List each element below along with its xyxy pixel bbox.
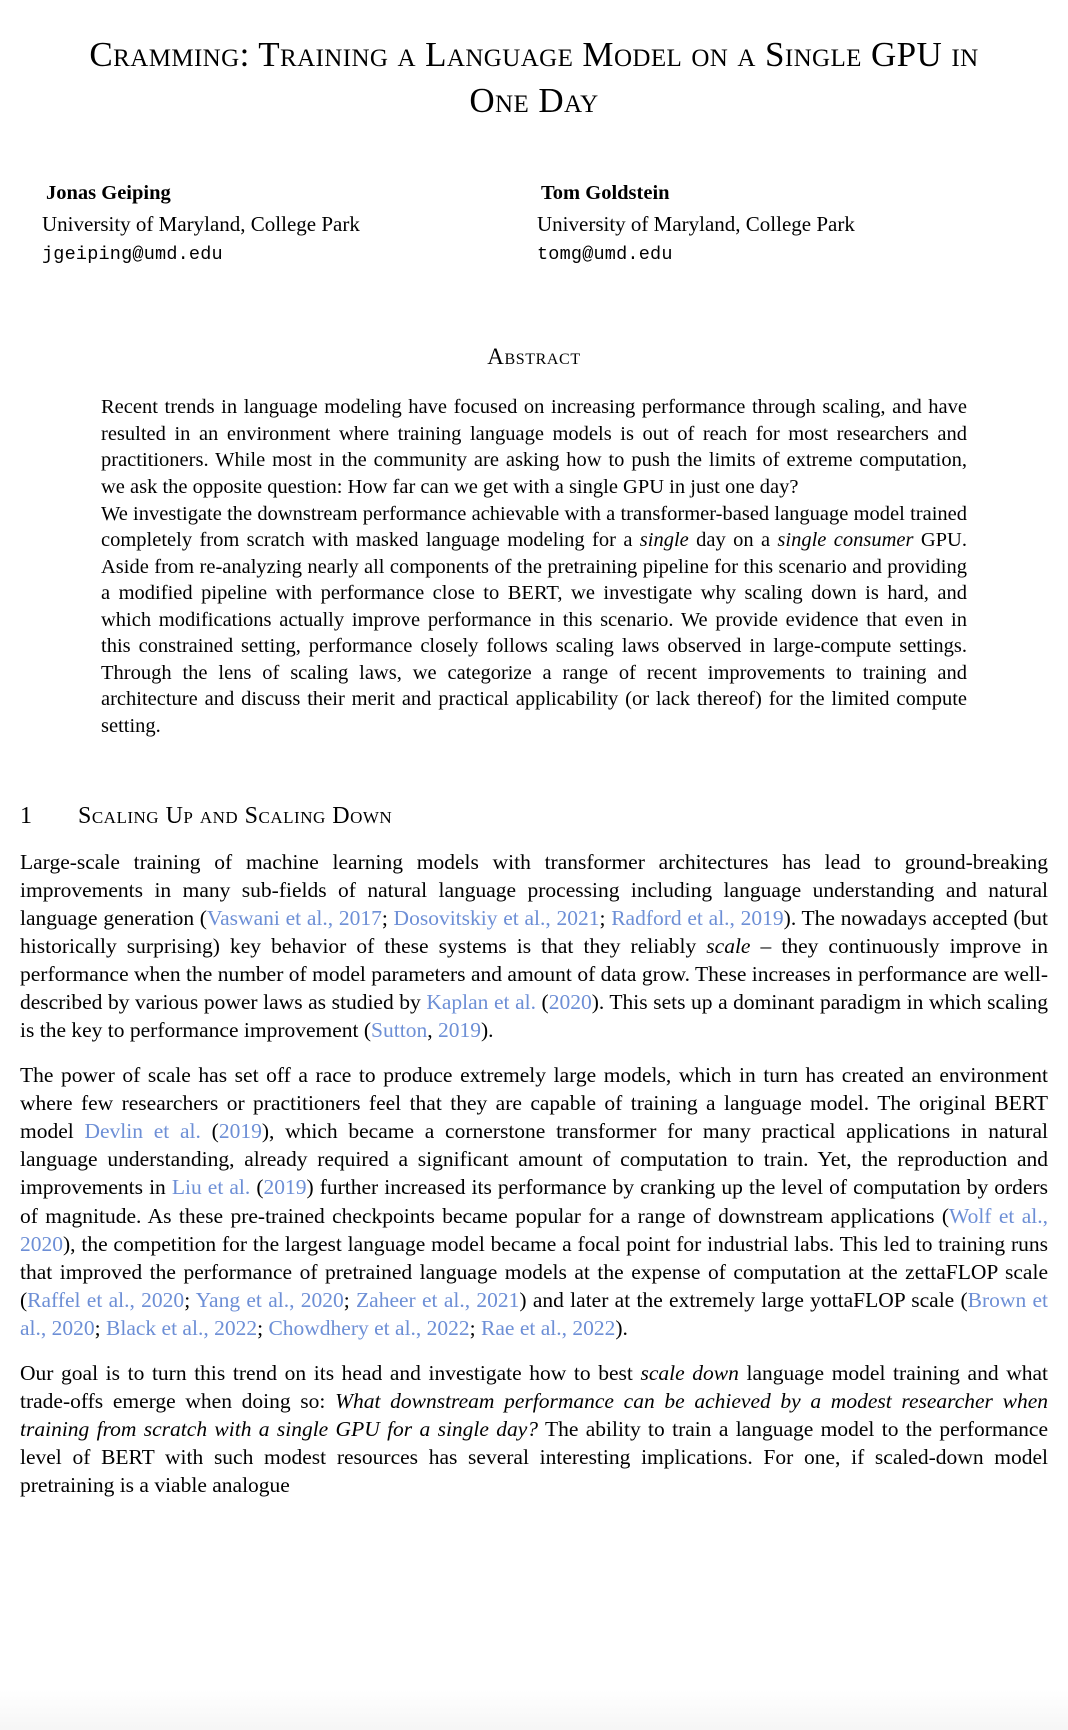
text-run: ;	[469, 1315, 482, 1340]
citation-year-link[interactable]: 2019	[263, 1175, 307, 1200]
section-heading	[20, 803, 1048, 830]
text-run: (	[535, 990, 549, 1015]
citation-link[interactable]: Black et al., 2022	[106, 1315, 258, 1340]
citation-link[interactable]: Brown et al., 2020	[20, 1287, 1049, 1340]
page-title: Cramming: Training a Language Model on a Single GPU in One Day	[89, 35, 979, 121]
abstract-body	[101, 394, 967, 739]
section-title: Scaling Up and Scaling Down	[78, 802, 393, 829]
text-run: ;	[94, 1315, 107, 1340]
text-run: ;	[257, 1315, 269, 1340]
text-run: ). This sets up a dominant paradigm in which scaling is the key to performance improvement (	[20, 990, 1049, 1043]
emphasis-single-consumer: single consumer	[777, 529, 914, 552]
citation-link[interactable]: Vaswani et al., 2017	[206, 906, 382, 931]
text-run: GPU. Aside from re-analyzing nearly all components of the pretraining pipeline for this scenario and providing a modified pipeline with performance close to BERT, we investigate why scaling down is hard, and which modifications actually improve performance in this scenario. We provide evidence that even in this constrained setting, performance closely follows scaling laws observed in large-compute settings. Through the lens of scaling laws, we categorize a range of recent improvements to training and architecture and discuss their merit and practical applicability (or lack thereof) for the limited compute setting.	[101, 529, 967, 737]
text-run: Our goal is to turn this trend on its head and investigate how to best	[20, 1360, 641, 1385]
citation-year-link[interactable]: 2019	[437, 1018, 481, 1043]
citation-link[interactable]: Yang et al., 2020	[195, 1287, 344, 1312]
text-run: ) further increased its performance by cranking up the level of computation by orders of magnitude. As these pre-trained checkpoints became popular for a range of downstream applications (	[20, 1175, 1048, 1228]
citation-link[interactable]: Sutton	[371, 1018, 428, 1043]
text-run: ;	[381, 906, 394, 931]
text-run: ).	[615, 1315, 628, 1340]
citation-link[interactable]: Radford et al., 2019	[611, 906, 784, 931]
text-run: ), which became a cornerstone transformer for many practical applications in natural language understanding, already required a significant amount of computation to train. Yet, the reproduction and improvements in	[20, 1119, 1048, 1200]
author-affiliation: University of Maryland, College Park	[42, 212, 360, 237]
citation-link[interactable]: Liu et al.	[171, 1175, 251, 1200]
abstract-heading: Abstract	[487, 344, 581, 370]
citation-link[interactable]: Kaplan et al.	[426, 990, 536, 1015]
abstract-paragraph: Recent trends in language modeling have focused on increasing performance through scaling, and have resulted in an environment where training language models is out of reach for most researchers and practitioners. While most in the community are asking how to push the limits of extreme computation, we ask the opposite question: How far can we get with a single GPU in just one day?	[101, 396, 967, 498]
text-run: ). The nowadays accepted (but historically surprising) key behavior of these systems is that they reliably	[20, 906, 1048, 959]
emphasis-single: single	[639, 529, 689, 552]
text-run: ) and later at the extremely large yottaFLOP scale (	[519, 1287, 968, 1312]
citation-link[interactable]: Raffel et al., 2020	[27, 1287, 185, 1312]
emphasis-scale: scale	[706, 934, 751, 959]
author-list	[20, 180, 1048, 268]
emphasis-scale-down: scale down	[640, 1360, 739, 1385]
text-run: day on a	[688, 529, 778, 552]
author-block	[497, 180, 952, 268]
abstract-paragraph	[101, 501, 967, 739]
author-block	[42, 180, 497, 268]
page-bottom-fade	[0, 1690, 1068, 1730]
citation-link[interactable]: Zaheer et al., 2021	[356, 1287, 520, 1312]
text-run: ,	[427, 1018, 438, 1043]
citation-year-link[interactable]: 2019	[218, 1119, 262, 1144]
citation-link[interactable]: Chowdhery et al., 2022	[268, 1315, 470, 1340]
section-number: 1	[20, 802, 32, 829]
author-name: Tom Goldstein	[541, 182, 670, 205]
text-run: ).	[480, 1018, 494, 1043]
body-paragraph	[20, 1359, 1048, 1499]
text-run: ;	[184, 1287, 196, 1312]
text-run: language model training and what trade-offs emerge when doing so:	[20, 1360, 1048, 1413]
text-run: (	[200, 1119, 219, 1144]
body-paragraph	[20, 848, 1048, 1044]
text-run: (	[250, 1175, 264, 1200]
author-email[interactable]: jgeiping@umd.edu	[42, 244, 223, 266]
text-run: The ability to train a language model to the performance level of BERT with such modest resources has several interesting implications. For one, if scaled-down model pretraining is a viable analogue	[20, 1416, 1048, 1497]
text-run: We investigate the downstream performance achievable with a transformer-based language model trained completely from scratch with masked language modeling for a	[101, 503, 967, 552]
citation-year-link[interactable]: 2020	[548, 990, 592, 1015]
author-email[interactable]: tomg@umd.edu	[537, 244, 673, 266]
text-run: ;	[599, 906, 612, 931]
author-affiliation: University of Maryland, College Park	[537, 212, 855, 237]
citation-link[interactable]: Dosovitskiy et al., 2021	[393, 906, 600, 931]
text-run: – they continuously improve in performance when the number of model parameters and amount of data grow. These increases in performance are well-described by various power laws as studied by	[20, 934, 1048, 1015]
section-body	[20, 848, 1048, 1499]
research-question: What downstream performance can be achieved by a modest researcher when training from scratch with a single GPU for a single day?	[20, 1388, 1048, 1441]
text-run: ;	[343, 1287, 357, 1312]
text-run: The power of scale has set off a race to produce extremely large models, which in turn has created an environment where few researchers or practitioners feel that they are capable of training a language model. The original BERT model	[20, 1063, 1048, 1144]
citation-link[interactable]: Rae et al., 2022	[481, 1315, 616, 1340]
body-paragraph	[20, 1061, 1048, 1341]
text-run: Large-scale training of machine learning models with transformer architectures has lead to ground-breaking improvements in many sub-fields of natural language processing including language understanding and natural language generation (	[20, 849, 1048, 931]
citation-link[interactable]: Wolf et al., 2020	[20, 1203, 1048, 1256]
text-run: ), the competition for the largest language model became a focal point for industrial labs. This led to training runs that improved the performance of pretrained language models at the expense of computation at the zettaFLOP scale (	[20, 1231, 1048, 1312]
citation-link[interactable]: Devlin et al.	[84, 1119, 201, 1144]
author-name: Jonas Geiping	[46, 182, 171, 205]
